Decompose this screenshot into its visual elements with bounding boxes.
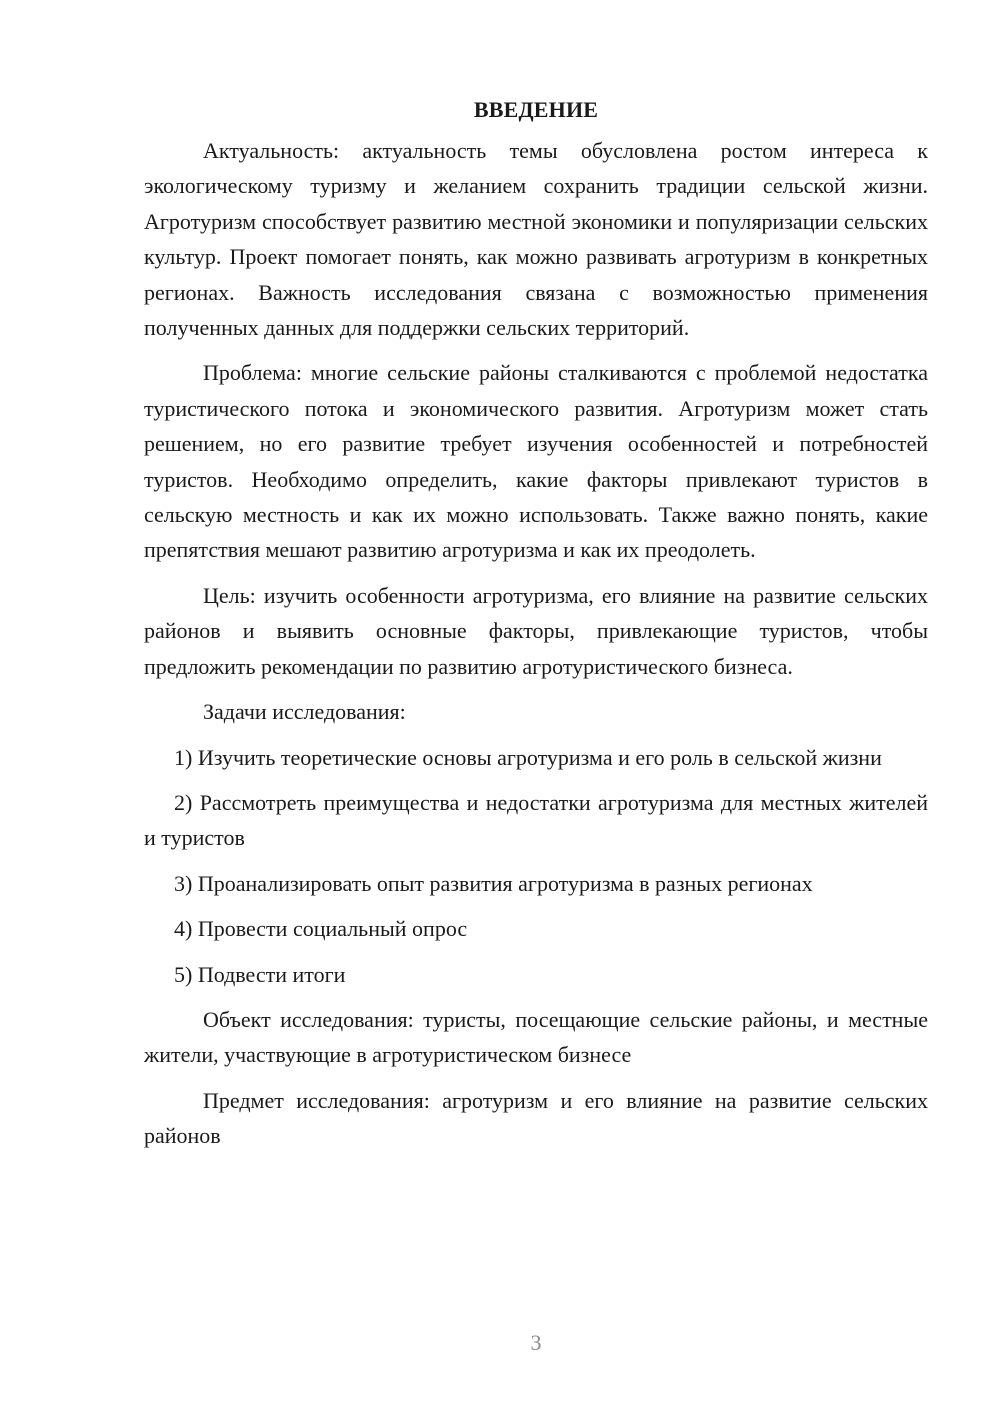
relevance-paragraph: Актуальность: актуальность темы обусловлена ростом интереса к экологическому туризму и желанием сохранить традиции сельской жизни. Агротуризм способствует развитию местной экономики и популяризации сельских культур. Проект помогает понять, как можно развивать агротуризм в конкретных регионах. Важность исследования связана с возможностью применения полученных данных для поддержки сельских территорий. [144,138,928,341]
task-item-2: 2) Рассмотреть преимущества и недостатки агротуризма для местных жителей и туристов [144,789,928,851]
document-page [144,92,928,1164]
task-item-3: 3) Проанализировать опыт развития агротуризма в разных регионах [174,870,813,896]
task-item-1: 1) Изучить теоретические основы агротуризма и его роль в сельской жизни [174,744,882,770]
page-number: 3 [530,1330,542,1355]
task-item-4: 4) Провести социальный опрос [174,916,468,942]
tasks-heading: Задачи исследования: [203,699,406,725]
object-paragraph: Объект исследования: туристы, посещающие сельские районы, и местные жители, участвующие в агротуристическом бизнесе [144,1006,928,1068]
task-item-5: 5) Подвести итоги [174,961,346,987]
subject-paragraph: Предмет исследования: агротуризм и его влияние на развитие сельских районов [144,1087,928,1149]
problem-paragraph: Проблема: многие сельские районы сталкиваются с проблемой недостатка туристического потока и экономического развития. Агротуризм может стать решением, но его развитие требует изучения особенностей и потребностей туристов. Необходимо определить, какие факторы привлекают туристов в сельскую местность и как их можно использовать. Также важно понять, какие препятствия мешают развитию агротуризма и как их преодолеть. [144,360,928,563]
section-title: ВВЕДЕНИЕ [473,97,599,122]
goal-paragraph: Цель: изучить особенности агротуризма, его влияние на развитие сельских районов и выявить основные факторы, привлекающие туристов, чтобы предложить рекомендации по развитию агротуристического бизнеса. [144,582,928,679]
